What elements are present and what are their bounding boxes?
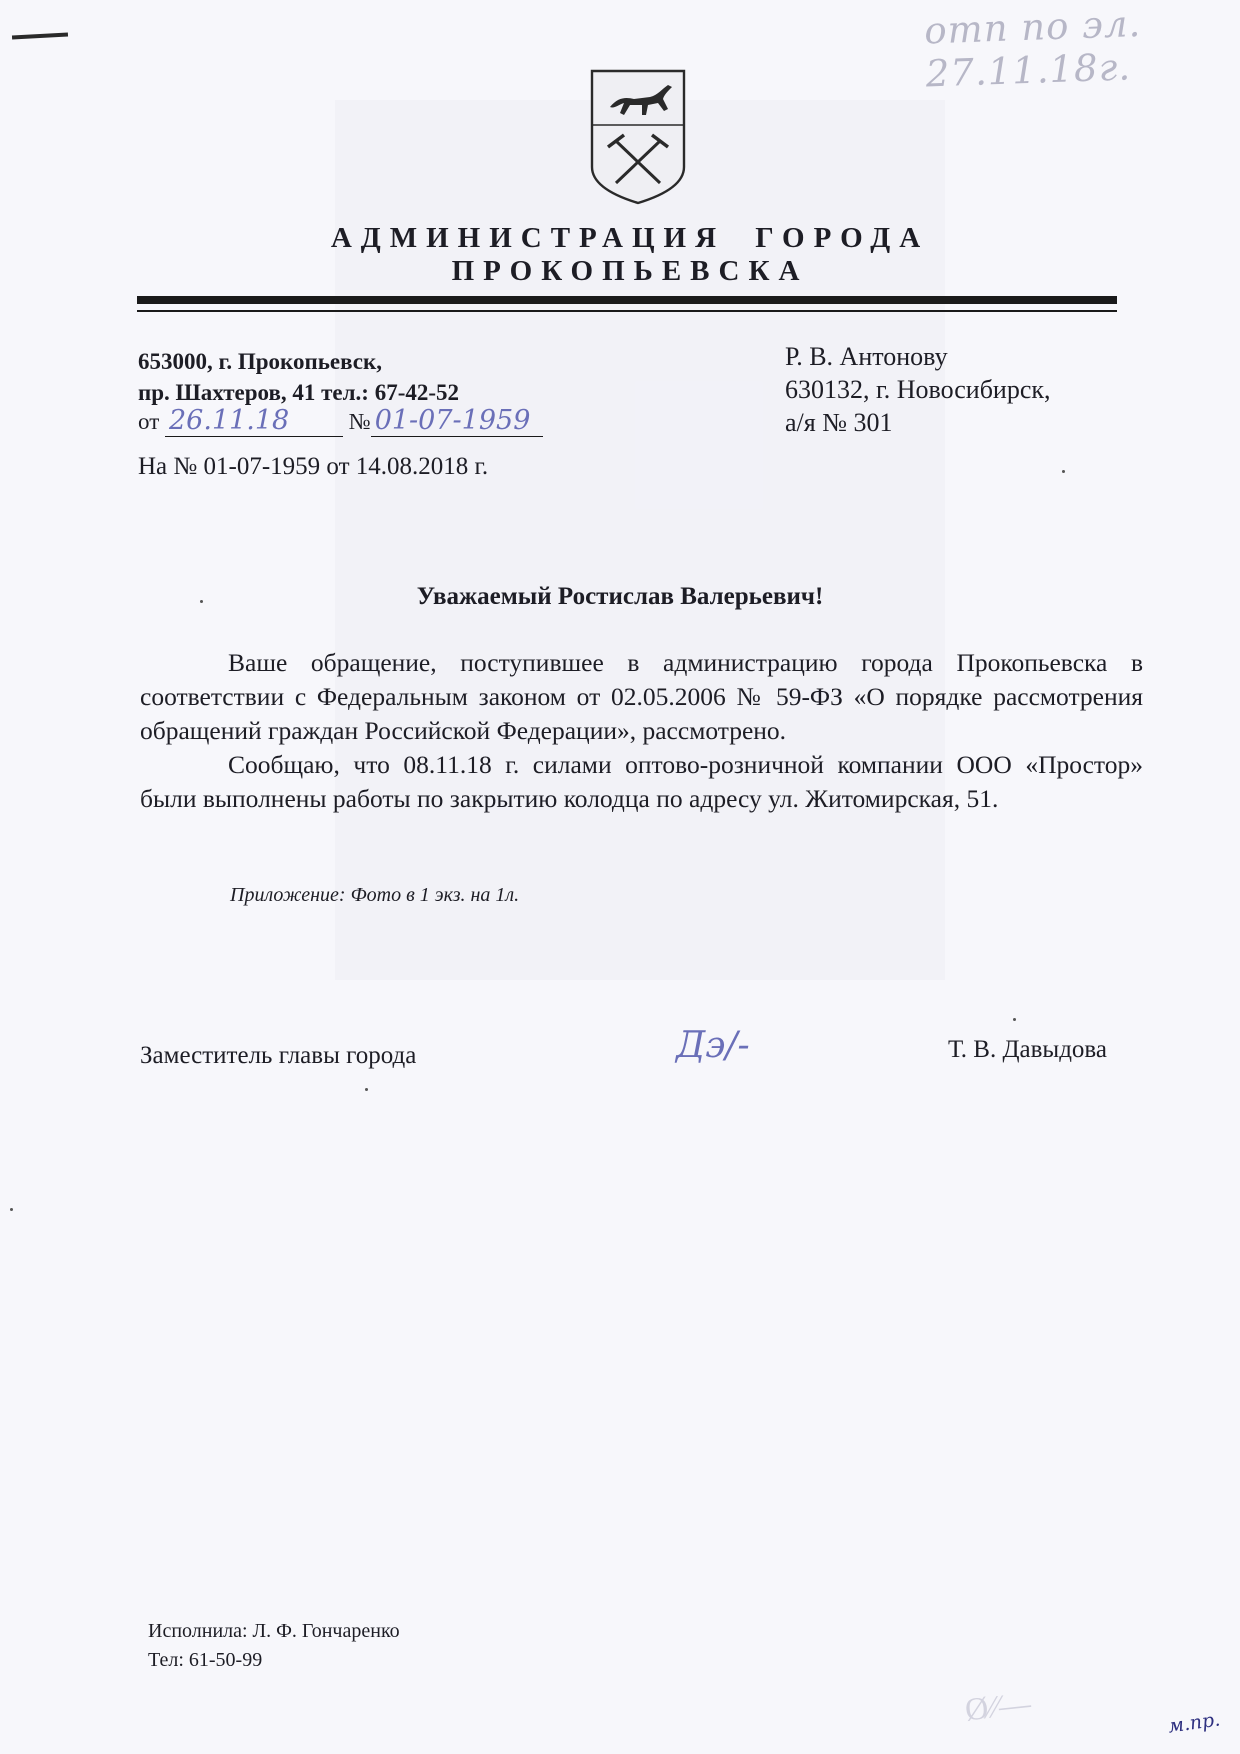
date-prefix: от: [138, 409, 160, 434]
scan-corner-mark: [12, 33, 68, 40]
executor-block: [148, 1617, 400, 1675]
handwritten-signature: Дэ/-: [676, 1025, 750, 1066]
sender-address-line1: 653000, г. Прокопьевск,: [138, 349, 383, 374]
signatory-title: Заместитель главы города: [140, 1042, 417, 1069]
sender-block: [138, 346, 459, 408]
attachment-note: Приложение: Фото в 1 экз. на 1л.: [230, 884, 520, 906]
body-paragraph-2: Сообщаю, что 08.11.18 г. силами оптово-розничной компании ООО «Простор» были выполнены работы по закрытию колодца по адресу ул. Житомирская, 51.: [140, 750, 1143, 813]
coat-of-arms-icon: [588, 67, 688, 207]
signatory-name: Т. В. Давыдова: [948, 1036, 1107, 1063]
recipient-city: 630132, г. Новосибирск,: [785, 375, 1051, 404]
recipient-po-box: а/я № 301: [785, 408, 893, 437]
scan-speck: [365, 1088, 368, 1091]
header-rule-thick: [137, 296, 1117, 304]
scan-speck: [1013, 1018, 1016, 1021]
scan-speck: [1062, 470, 1065, 473]
organization-name: АДМИНИСТРАЦИЯ ГОРОДА ПРОКОПЬЕВСКА: [330, 222, 930, 287]
number-field: [371, 405, 543, 437]
executor-name: Исполнила: Л. Ф. Гончаренко: [148, 1620, 400, 1642]
header-rule-thin: [137, 310, 1117, 312]
letter-body: [140, 646, 1143, 816]
recipient-block: [785, 340, 1051, 439]
handwritten-sent-note: отп по эл. 27.11.18г.: [923, 1, 1142, 96]
body-paragraph-1: Ваше обращение, поступившее в администрацию города Прокопьевска в соответствии с Федеральным законом от 02.05.2006 № 59-ФЗ «О порядке рассмотрения обращений граждан Российской Федерации», рассмотрено.: [140, 648, 1143, 745]
salutation: Уважаемый Ростислав Валерьевич!: [416, 583, 824, 610]
handwritten-number: 01-07-1959: [374, 405, 531, 436]
sender-address-line2: пр. Шахтеров, 41 тел.: 67-42-52: [138, 380, 460, 405]
executor-phone: Тел: 61-50-99: [148, 1649, 263, 1671]
faint-stamp-mark: Ø∕∕—: [963, 1684, 1033, 1728]
number-prefix: №: [348, 409, 371, 434]
date-field: [165, 405, 343, 437]
recipient-name: Р. В. Антонову: [785, 342, 948, 371]
handwritten-date: 26.11.18: [169, 405, 290, 436]
reply-reference: На № 01-07-1959 от 14.08.2018 г.: [138, 453, 489, 480]
handwritten-bottom-note: м.пр.: [1166, 1708, 1222, 1738]
registration-line: [138, 405, 543, 437]
scan-speck: [10, 1208, 13, 1211]
scan-speck: [200, 600, 203, 603]
